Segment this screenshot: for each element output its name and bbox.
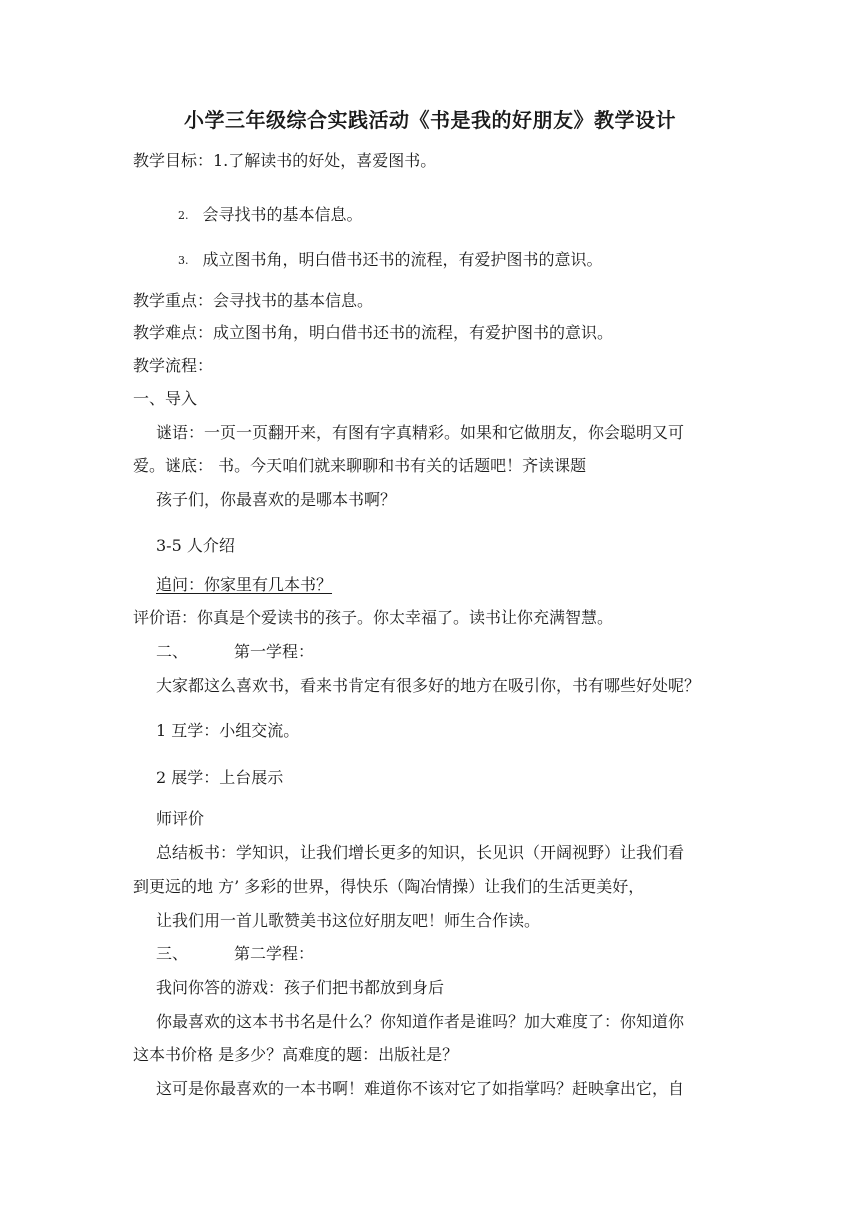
last-line: 这可是你最喜欢的一本书啊！难道你不该对它了如指掌吗？赶映拿出它，自 <box>156 1079 685 1098</box>
riddle-line-2: 爱。谜底： 书。今天咱们就来聊聊和书有关的话题吧！齐读课题 <box>133 456 587 475</box>
process-label: 教学流程： <box>133 356 214 375</box>
section2-number: 二、 <box>156 642 189 661</box>
summary-line-2: 到更远的地 方’ 多彩的世界，得快乐（陶冶情操）让我们的生活更美好， <box>133 877 645 896</box>
section1-heading: 一、导入 <box>133 389 198 408</box>
step-2: 2 展学：上台展示 <box>156 768 284 787</box>
favorite-book-question: 孩子们，你最喜欢的是哪本书啊？ <box>156 490 397 509</box>
goal-item-2 <box>178 204 363 227</box>
goal-item-3-text: 成立图书角，明白借书还书的流程，有爱护图书的意识。 <box>202 250 603 269</box>
game-line: 我问你答的游戏：孩子们把书都放到身后 <box>156 978 445 997</box>
riddle-line-1: 谜语：一页一页翻开来，有图有字真精彩。如果和它做朋友，你会聪明又可 <box>156 423 685 442</box>
teacher-eval: 师评价 <box>156 809 205 828</box>
teaching-goals-line: 教学目标：1.了解读书的好处，喜爱图书。 <box>133 151 437 170</box>
section3-title: 第二学程： <box>234 944 315 963</box>
question-line-1: 你最喜欢的这本书书名是什么？你知道作者是谁吗？加大难度了：你知道你 <box>156 1012 685 1031</box>
key-point-line: 教学重点：会寻找书的基本信息。 <box>133 291 374 310</box>
step-1: 1 互学：小组交流。 <box>156 721 300 740</box>
song-line: 让我们用一首儿歌赞美书这位好朋友吧！师生合作读。 <box>156 911 541 930</box>
document-title: 小学三年级综合实践活动《书是我的好朋友》教学设计 <box>184 108 676 132</box>
section2-title: 第一学程： <box>234 642 315 661</box>
difficulty-line: 教学难点：成立图书角，明白借书还书的流程，有爱护图书的意识。 <box>133 323 614 342</box>
intro-line: 3-5 人介绍 <box>156 536 235 555</box>
section2-heading <box>156 641 314 663</box>
section3-number: 三、 <box>156 944 189 963</box>
goal-item-3-number: 3. <box>178 254 189 267</box>
goal-item-2-number: 2. <box>178 209 189 222</box>
follow-up-question: 追问：你家里有几本书？ <box>156 575 333 594</box>
comment-line: 评价语：你真是个爱读书的孩子。你太幸福了。读书让你充满智慧。 <box>133 608 614 627</box>
summary-line-1: 总结板书：学知识，让我们增长更多的知识，长见识（开阔视野）让我们看 <box>156 843 685 862</box>
goal-item-3 <box>178 249 603 272</box>
goal-item-2-text: 会寻找书的基本信息。 <box>202 205 363 224</box>
benefits-question: 大家都这么喜欢书，看来书肯定有很多好的地方在吸引你，书有哪些好处呢？ <box>156 676 701 695</box>
section3-heading <box>156 943 314 965</box>
question-line-2: 这本书价格 是多少？高难度的题：出版社是？ <box>133 1045 459 1064</box>
